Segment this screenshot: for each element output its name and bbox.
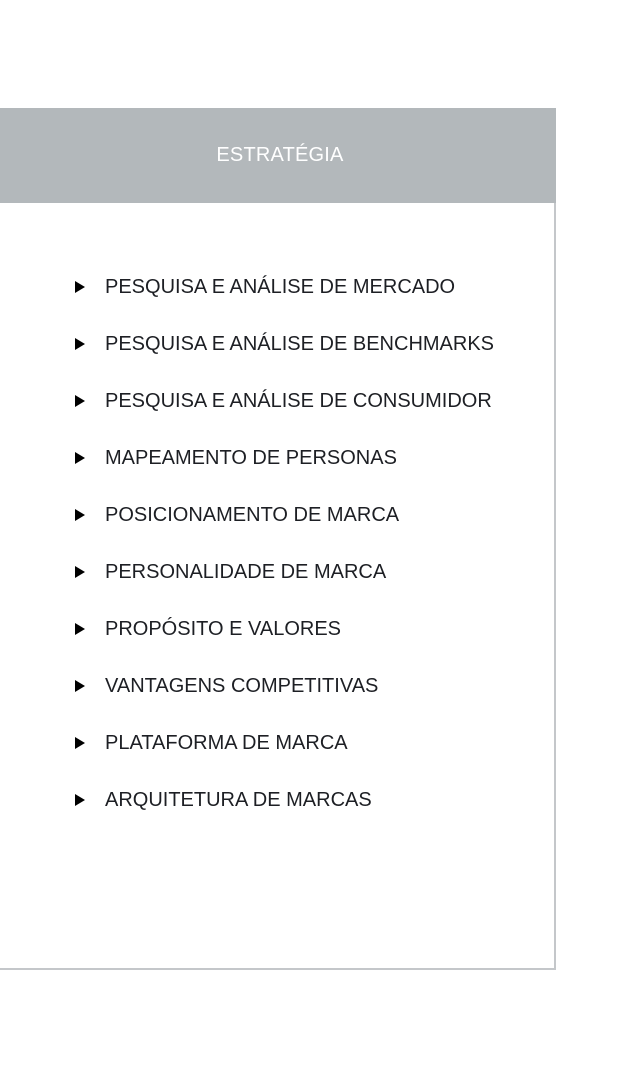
list-item — [0, 669, 554, 726]
triangle-right-icon — [75, 623, 85, 635]
list-item-label: PLATAFORMA DE MARCA — [105, 732, 348, 754]
list-item — [0, 384, 554, 441]
card-title: ESTRATÉGIA — [216, 144, 344, 166]
list-item-label: PERSONALIDADE DE MARCA — [105, 561, 387, 583]
strategy-card — [0, 108, 556, 970]
list-item-label: PESQUISA E ANÁLISE DE BENCHMARKS — [105, 333, 495, 355]
list-item — [0, 783, 554, 840]
card-header — [0, 108, 556, 203]
triangle-right-icon — [75, 680, 85, 692]
list-item — [0, 555, 554, 612]
list-item — [0, 441, 554, 498]
list-item-label: ARQUITETURA DE MARCAS — [105, 789, 372, 811]
triangle-right-icon — [75, 338, 85, 350]
triangle-right-icon — [75, 281, 85, 293]
list-item-label: POSICIONAMENTO DE MARCA — [105, 504, 400, 526]
triangle-right-icon — [75, 794, 85, 806]
triangle-right-icon — [75, 566, 85, 578]
list-item — [0, 726, 554, 783]
list-item — [0, 498, 554, 555]
list-item — [0, 327, 554, 384]
list-item-label: VANTAGENS COMPETITIVAS — [105, 675, 379, 697]
service-list — [0, 270, 554, 840]
list-item-label: PESQUISA E ANÁLISE DE MERCADO — [105, 276, 456, 298]
list-item-label: PESQUISA E ANÁLISE DE CONSUMIDOR — [105, 390, 492, 412]
triangle-right-icon — [75, 509, 85, 521]
list-item-label: MAPEAMENTO DE PERSONAS — [105, 447, 397, 469]
list-item-label: PROPÓSITO E VALORES — [105, 618, 341, 640]
triangle-right-icon — [75, 395, 85, 407]
list-item — [0, 612, 554, 669]
triangle-right-icon — [75, 737, 85, 749]
list-item — [0, 270, 554, 327]
triangle-right-icon — [75, 452, 85, 464]
